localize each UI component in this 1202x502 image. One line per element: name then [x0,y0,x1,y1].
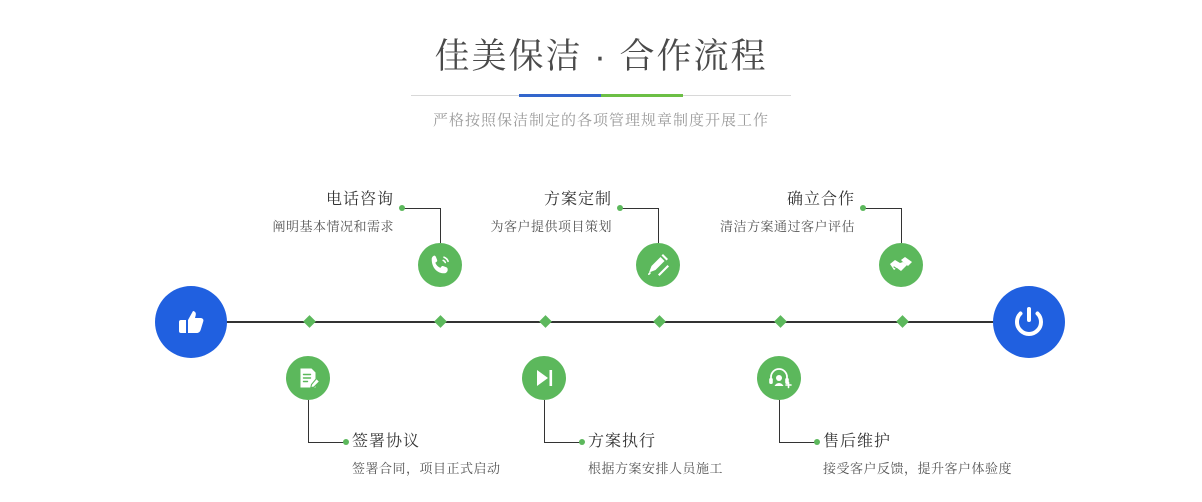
connector-step-1-horizontal [402,208,440,209]
label-title-step-3: 方案定制 [543,191,612,208]
connector-step-5-vertical [901,208,902,243]
step-icon-step-6 [757,356,801,400]
label-step-5 [697,186,855,235]
axis-node [539,315,552,328]
headset-support-icon [766,365,792,391]
connector-step-2-vertical [308,400,309,442]
connector-dot-step-2 [343,439,349,445]
label-desc-step-4: 根据方案安排人员施工 [588,461,724,476]
step-icon-step-1 [418,243,462,287]
connector-dot-step-3 [617,205,623,211]
label-step-2 [352,428,501,477]
page-title: 佳美保洁 · 合作流程 [434,37,768,76]
axis-node [653,315,666,328]
divider-accent-green [601,94,683,97]
label-desc-step-3: 为客户提供项目策划 [490,219,612,234]
handshake-icon [888,252,914,278]
phone-call-icon [427,252,453,278]
axis-node [774,315,787,328]
label-desc-step-2: 签署合同，项目正式启动 [352,461,501,476]
divider-accent-blue [519,94,601,97]
play-forward-icon [532,366,556,390]
connector-step-4-horizontal [544,442,582,443]
connector-dot-step-5 [860,205,866,211]
label-desc-step-1: 阐明基本情况和需求 [272,219,394,234]
end-node [993,286,1065,358]
axis-node [896,315,909,328]
connector-dot-step-4 [579,439,585,445]
axis-node [434,315,447,328]
label-desc-step-6: 接受客户反馈，提升客户体验度 [823,461,1013,476]
header [0,34,1202,130]
step-icon-step-4 [522,356,566,400]
step-icon-step-3 [636,243,680,287]
thumbs-up-icon [172,303,210,341]
label-title-step-6: 售后维护 [823,433,892,450]
start-node [155,286,227,358]
connector-dot-step-6 [814,439,820,445]
axis-node [303,315,316,328]
label-title-step-2: 签署协议 [352,433,421,450]
label-desc-step-5: 清洁方案通过客户评估 [719,219,855,234]
connector-step-4-vertical [544,400,545,442]
label-step-3 [454,186,612,235]
power-icon [1010,303,1048,341]
connector-step-3-horizontal [620,208,658,209]
connector-step-2-horizontal [308,442,346,443]
step-icon-step-2 [286,356,330,400]
connector-step-1-vertical [440,208,441,243]
page-subtitle: 严格按照保洁制定的各项管理规章制度开展工作 [432,112,769,129]
title-divider [411,94,791,97]
label-title-step-1: 电话咨询 [325,191,394,208]
label-step-4 [588,428,723,477]
document-edit-icon [295,365,321,391]
connector-dot-step-1 [399,205,405,211]
step-icon-step-5 [879,243,923,287]
connector-step-5-horizontal [863,208,901,209]
label-step-1 [236,186,394,235]
connector-step-6-horizontal [779,442,817,443]
connector-step-3-vertical [658,208,659,243]
label-title-step-5: 确立合作 [786,191,855,208]
pencil-ruler-icon [645,252,671,278]
connector-step-6-vertical [779,400,780,442]
label-step-6 [823,428,1012,477]
label-title-step-4: 方案执行 [588,433,657,450]
